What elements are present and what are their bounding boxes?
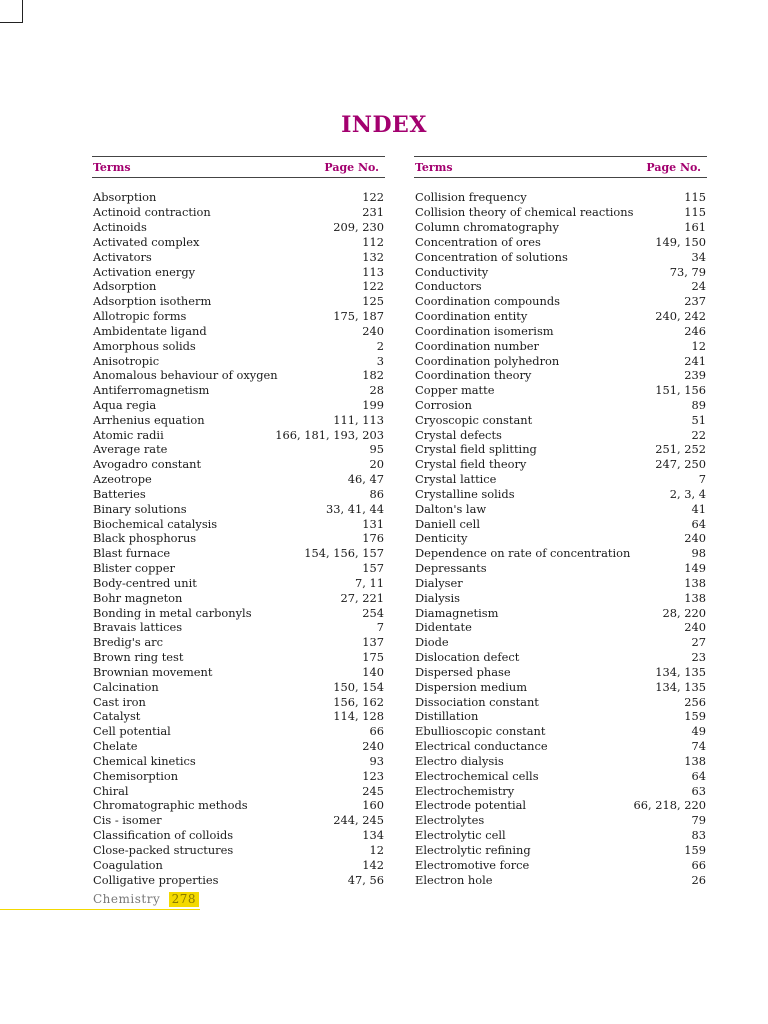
index-pages: 7, 11	[355, 575, 384, 590]
index-term: Adsorption	[93, 279, 157, 294]
index-term: Crystal field splitting	[415, 442, 537, 457]
index-term: Actinoids	[93, 220, 147, 235]
index-pages: 79	[691, 813, 706, 828]
index-pages: 46, 47	[347, 472, 384, 487]
index-pages: 122	[362, 279, 384, 294]
index-entry	[92, 472, 385, 487]
index-pages: 49	[691, 724, 706, 739]
index-entry	[414, 798, 707, 813]
column-header	[92, 156, 385, 178]
index-entry	[92, 650, 385, 665]
index-entry	[92, 487, 385, 502]
index-pages: 86	[369, 486, 384, 501]
index-term: Aqua regia	[93, 398, 157, 412]
index-pages: 7	[376, 620, 384, 635]
index-pages: 159	[684, 709, 706, 724]
index-entry	[92, 768, 385, 783]
index-entry	[92, 190, 385, 205]
index-pages: 176	[362, 531, 384, 546]
index-term: Black phosphorus	[93, 531, 197, 546]
index-term: Activators	[93, 249, 152, 264]
index-entry	[92, 753, 385, 768]
index-entry	[92, 679, 385, 694]
index-list-right	[414, 190, 707, 887]
index-term: Absorption	[93, 190, 157, 205]
index-pages: 27	[691, 635, 706, 650]
index-pages: 209, 230	[333, 220, 384, 235]
index-entry	[92, 842, 385, 857]
index-entry	[92, 783, 385, 798]
index-term: Collision theory of chemical reactions	[415, 205, 634, 220]
index-pages: 51	[691, 412, 706, 427]
index-term: Distillation	[415, 709, 479, 724]
index-pages: 93	[369, 753, 384, 768]
index-pages: 149, 150	[655, 234, 706, 249]
index-pages: 73, 79	[669, 264, 706, 279]
index-pages: 12	[369, 842, 384, 857]
index-entry	[92, 234, 385, 249]
index-entry	[92, 590, 385, 605]
index-entry	[92, 279, 385, 294]
index-entry	[92, 620, 385, 635]
index-entry	[414, 487, 707, 502]
index-pages: 138	[684, 575, 706, 590]
index-pages: 28	[369, 383, 384, 398]
index-entry	[414, 679, 707, 694]
index-entry	[92, 264, 385, 279]
index-entry	[414, 531, 707, 546]
index-entry	[92, 294, 385, 309]
index-term: Electrode potential	[415, 798, 527, 813]
index-pages: 240	[684, 531, 706, 546]
index-pages: 247, 250	[655, 457, 706, 472]
index-entry	[414, 190, 707, 205]
index-term: Crystal defects	[415, 427, 502, 442]
index-entry	[414, 650, 707, 665]
index-entry	[92, 828, 385, 843]
index-pages: 137	[362, 635, 384, 650]
index-entry	[92, 724, 385, 739]
index-term: Coagulation	[93, 857, 163, 872]
index-pages: 251, 252	[655, 442, 706, 457]
index-pages: 12	[691, 338, 706, 353]
index-entry	[92, 383, 385, 398]
index-pages: 161	[684, 220, 706, 235]
index-entry	[414, 828, 707, 843]
index-pages: 112	[362, 234, 384, 249]
index-term: Antiferromagnetism	[93, 383, 210, 398]
index-entry	[92, 813, 385, 828]
index-entry	[414, 620, 707, 635]
index-term: Dependence on rate of concentration	[415, 546, 631, 561]
index-entry	[92, 338, 385, 353]
index-term: Coordination isomerism	[415, 323, 554, 338]
index-entry	[414, 857, 707, 872]
index-term: Anisotropic	[93, 353, 160, 368]
index-term: Corrosion	[415, 398, 473, 412]
index-pages: 231	[362, 205, 384, 220]
index-entry	[414, 442, 707, 457]
index-term: Bredig's arc	[93, 635, 163, 650]
index-entry	[414, 398, 707, 413]
index-pages: 157	[362, 561, 384, 576]
index-entry	[414, 739, 707, 754]
index-entry	[92, 501, 385, 516]
index-term: Diamagnetism	[415, 605, 499, 620]
index-pages: 123	[362, 768, 384, 783]
index-pages: 256	[684, 694, 706, 709]
column-header	[414, 156, 707, 178]
index-term: Dislocation defect	[415, 650, 520, 665]
index-term: Dispersed phase	[415, 664, 511, 679]
index-term: Crystal lattice	[415, 472, 497, 487]
index-entry	[92, 427, 385, 442]
index-term: Cell potential	[93, 724, 171, 739]
index-pages: 33, 41, 44	[326, 501, 384, 516]
index-entry	[92, 576, 385, 591]
index-entry	[414, 783, 707, 798]
index-pages: 240, 242	[655, 309, 706, 324]
index-term: Bohr magneton	[93, 590, 183, 605]
index-pages: 142	[362, 857, 384, 872]
index-entry	[92, 546, 385, 561]
index-term: Calcination	[93, 679, 159, 694]
index-entry	[414, 576, 707, 591]
index-entry	[414, 427, 707, 442]
index-pages: 89	[691, 398, 706, 412]
index-term: Cryoscopic constant	[415, 412, 533, 427]
index-pages: 115	[684, 190, 706, 205]
index-pages: 239	[684, 368, 706, 383]
index-entry	[414, 768, 707, 783]
index-term: Copper matte	[415, 383, 495, 398]
index-pages: 241	[684, 353, 706, 368]
index-term: Chemisorption	[93, 768, 179, 783]
index-entry	[92, 457, 385, 472]
crop-mark	[0, 0, 23, 23]
index-entry	[92, 635, 385, 650]
index-term: Chiral	[93, 783, 129, 798]
index-entry	[92, 561, 385, 576]
index-pages: 245	[362, 783, 384, 798]
index-entry	[92, 531, 385, 546]
index-pages: 175	[362, 650, 384, 665]
index-pages: 3	[376, 353, 384, 368]
index-term: Cis - isomer	[93, 813, 162, 828]
index-pages: 150, 154	[333, 679, 384, 694]
index-pages: 175, 187	[333, 309, 384, 324]
index-entry	[414, 205, 707, 220]
index-pages: 182	[362, 368, 384, 383]
index-entry	[414, 561, 707, 576]
index-pages: 134, 135	[655, 664, 706, 679]
index-entry	[414, 709, 707, 724]
index-entry	[414, 368, 707, 383]
index-term: Bonding in metal carbonyls	[93, 605, 252, 620]
index-term: Coordination compounds	[415, 294, 560, 309]
index-term: Daniell cell	[415, 516, 480, 531]
index-pages: 66	[691, 857, 706, 872]
index-pages: 95	[369, 442, 384, 457]
index-entry	[414, 323, 707, 338]
index-term: Dialysis	[415, 590, 460, 605]
index-term: Azeotrope	[93, 472, 152, 487]
index-pages: 66	[369, 724, 384, 739]
index-entry	[414, 279, 707, 294]
index-entry	[92, 249, 385, 264]
index-entry	[414, 383, 707, 398]
index-pages: 115	[684, 205, 706, 220]
index-pages: 26	[691, 872, 706, 887]
index-term: Chelate	[93, 739, 138, 754]
index-pages: 28, 220	[662, 605, 706, 620]
index-column-right	[414, 156, 707, 887]
index-pages: 199	[362, 398, 384, 412]
index-term: Electrolytes	[415, 813, 485, 828]
index-term: Crystal field theory	[415, 457, 527, 472]
index-pages: 2	[376, 338, 384, 353]
index-entry	[92, 857, 385, 872]
index-term: Blast furnace	[93, 546, 171, 561]
index-entry	[414, 501, 707, 516]
index-term: Atomic radii	[93, 427, 164, 442]
index-entry	[92, 694, 385, 709]
index-term: Actinoid contraction	[93, 205, 211, 220]
index-pages: 134	[362, 828, 384, 843]
index-entry	[414, 842, 707, 857]
index-term: Avogadro constant	[93, 457, 202, 472]
index-term: Brown ring test	[93, 650, 184, 665]
index-term: Diode	[415, 635, 449, 650]
index-entry	[414, 472, 707, 487]
index-term: Electrochemical cells	[415, 768, 539, 783]
index-term: Cast iron	[93, 694, 146, 709]
index-pages: 134, 135	[655, 679, 706, 694]
index-entry	[414, 753, 707, 768]
index-pages: 149	[684, 561, 706, 576]
index-entry	[414, 635, 707, 650]
index-term: Crystalline solids	[415, 486, 515, 501]
index-pages: 254	[362, 605, 384, 620]
index-entry	[92, 516, 385, 531]
index-entry	[414, 665, 707, 680]
index-pages: 240	[684, 620, 706, 635]
footer-rule	[0, 909, 200, 910]
index-term: Amorphous solids	[93, 338, 196, 353]
index-entry	[92, 709, 385, 724]
index-pages: 83	[691, 828, 706, 843]
index-pages: 111, 113	[333, 412, 384, 427]
index-pages: 156, 162	[333, 694, 384, 709]
index-pages: 63	[691, 783, 706, 798]
index-entry	[414, 309, 707, 324]
index-term: Denticity	[415, 531, 468, 546]
index-column-left	[92, 156, 385, 887]
page-no-heading: Page No.	[324, 160, 379, 174]
index-entry	[414, 724, 707, 739]
index-pages: 98	[691, 546, 706, 561]
index-term: Batteries	[93, 486, 146, 501]
index-pages: 23	[691, 650, 706, 665]
index-entry	[92, 368, 385, 383]
index-entry	[92, 398, 385, 413]
index-entry	[414, 813, 707, 828]
index-term: Ebullioscopic constant	[415, 724, 546, 739]
index-entry	[414, 338, 707, 353]
footer-subject: Chemistry	[93, 892, 161, 906]
index-pages: 151, 156	[655, 383, 706, 398]
index-term: Body-centred unit	[93, 575, 197, 590]
index-entry	[414, 249, 707, 264]
index-entry	[414, 590, 707, 605]
index-term: Dispersion medium	[415, 679, 528, 694]
index-term: Colligative properties	[93, 872, 219, 887]
index-pages: 47, 56	[347, 872, 384, 887]
index-entry	[414, 353, 707, 368]
index-pages: 41	[691, 501, 706, 516]
index-entry	[92, 739, 385, 754]
index-term: Arrhenius equation	[93, 412, 205, 427]
index-term: Activation energy	[93, 264, 196, 279]
index-term: Coordination polyhedron	[415, 353, 560, 368]
index-term: Biochemical catalysis	[93, 516, 218, 531]
index-pages: 140	[362, 664, 384, 679]
index-pages: 131	[362, 516, 384, 531]
index-pages: 237	[684, 294, 706, 309]
index-entry	[92, 798, 385, 813]
index-entry	[414, 546, 707, 561]
index-pages: 166, 181, 193, 203	[275, 427, 384, 442]
index-term: Dalton's law	[415, 501, 487, 516]
index-term: Activated complex	[93, 234, 200, 249]
index-pages: 138	[684, 753, 706, 768]
terms-heading: Terms	[415, 160, 453, 174]
index-entry	[92, 665, 385, 680]
index-entry	[92, 205, 385, 220]
index-term: Electro dialysis	[415, 753, 504, 768]
index-pages: 7	[698, 472, 706, 487]
index-term: Collision frequency	[415, 190, 527, 205]
index-term: Coordination number	[415, 338, 539, 353]
index-pages: 240	[362, 323, 384, 338]
index-term: Electrolytic refining	[415, 842, 531, 857]
index-entry	[414, 234, 707, 249]
index-term: Brownian movement	[93, 664, 213, 679]
index-term: Average rate	[93, 442, 168, 457]
index-term: Binary solutions	[93, 501, 187, 516]
index-term: Electrochemistry	[415, 783, 515, 798]
index-term: Dissociation constant	[415, 694, 539, 709]
index-entry	[92, 442, 385, 457]
index-pages: 240	[362, 739, 384, 754]
index-term: Chromatographic methods	[93, 798, 248, 813]
terms-heading: Terms	[93, 160, 131, 174]
index-term: Bravais lattices	[93, 620, 183, 635]
index-entry	[414, 516, 707, 531]
index-pages: 24	[691, 279, 706, 294]
index-term: Coordination entity	[415, 309, 528, 324]
index-term: Electromotive force	[415, 857, 530, 872]
index-pages: 113	[362, 264, 384, 279]
index-pages: 154, 156, 157	[304, 546, 384, 561]
index-term: Classification of colloids	[93, 828, 234, 843]
index-pages: 74	[691, 739, 706, 754]
index-entry	[92, 323, 385, 338]
footer	[93, 892, 199, 907]
index-term: Conductors	[415, 279, 482, 294]
index-term: Adsorption isotherm	[93, 294, 212, 309]
index-term: Concentration of solutions	[415, 249, 568, 264]
index-term: Conductivity	[415, 264, 489, 279]
index-entry	[92, 353, 385, 368]
index-pages: 64	[691, 516, 706, 531]
index-entry	[414, 412, 707, 427]
index-list-left	[92, 190, 385, 887]
index-pages: 132	[362, 249, 384, 264]
index-pages: 64	[691, 768, 706, 783]
index-term: Allotropic forms	[93, 309, 187, 324]
index-entry	[92, 872, 385, 887]
index-term: Close-packed structures	[93, 842, 234, 857]
page-title: INDEX	[341, 112, 427, 138]
index-entry	[414, 457, 707, 472]
index-pages: 27, 221	[340, 590, 384, 605]
index-pages: 138	[684, 590, 706, 605]
index-entry	[92, 605, 385, 620]
index-entry	[414, 294, 707, 309]
index-pages: 125	[362, 294, 384, 309]
index-term: Column chromatography	[415, 220, 559, 235]
index-entry	[92, 412, 385, 427]
index-entry	[414, 694, 707, 709]
index-pages: 66, 218, 220	[633, 798, 706, 813]
index-entry	[414, 872, 707, 887]
index-term: Depressants	[415, 561, 487, 576]
index-pages: 122	[362, 190, 384, 205]
index-pages: 114, 128	[333, 709, 384, 724]
index-term: Dialyser	[415, 575, 463, 590]
index-pages: 22	[691, 427, 706, 442]
index-term: Ambidentate ligand	[93, 323, 207, 338]
index-entry	[92, 309, 385, 324]
index-term: Electrical conductance	[415, 739, 548, 754]
index-term: Catalyst	[93, 709, 141, 724]
page-no-heading: Page No.	[646, 160, 701, 174]
index-term: Concentration of ores	[415, 234, 541, 249]
index-pages: 246	[684, 323, 706, 338]
index-pages: 34	[691, 249, 706, 264]
index-pages: 160	[362, 798, 384, 813]
index-term: Blister copper	[93, 561, 175, 576]
index-entry	[414, 605, 707, 620]
index-entry	[414, 264, 707, 279]
index-term: Didentate	[415, 620, 472, 635]
index-pages: 244, 245	[333, 813, 384, 828]
index-pages: 159	[684, 842, 706, 857]
page-number: 278	[169, 892, 199, 907]
index-term: Electron hole	[415, 872, 493, 887]
index-pages: 20	[369, 457, 384, 472]
index-term: Coordination theory	[415, 368, 532, 383]
index-term: Anomalous behaviour of oxygen	[93, 368, 278, 383]
index-pages: 2, 3, 4	[669, 486, 706, 501]
index-term: Chemical kinetics	[93, 753, 196, 768]
index-entry	[414, 220, 707, 235]
index-term: Electrolytic cell	[415, 828, 506, 843]
index-entry	[92, 220, 385, 235]
